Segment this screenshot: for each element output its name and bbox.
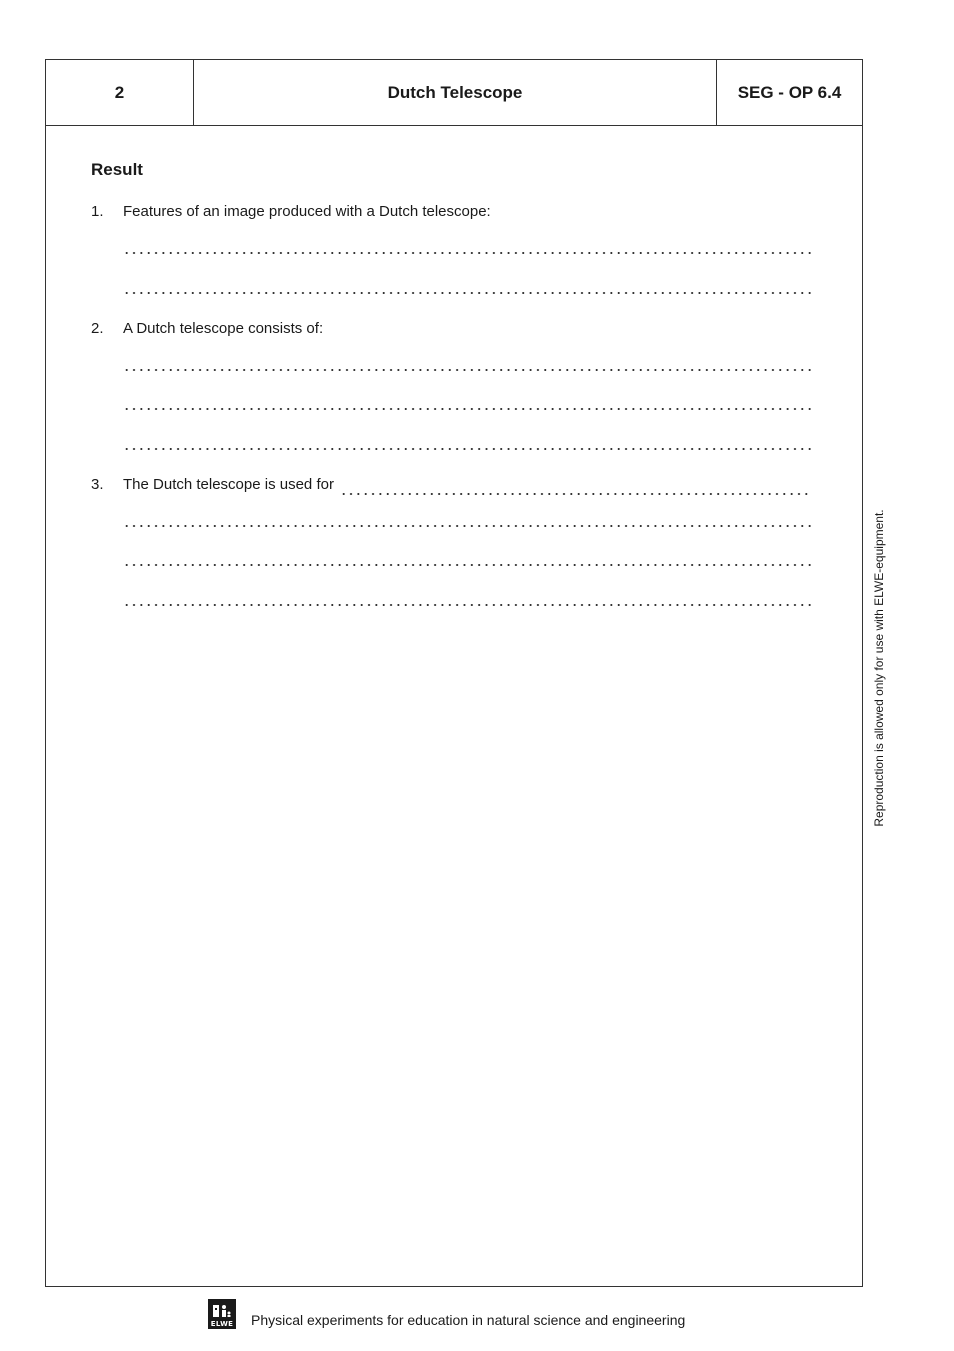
answer-line[interactable]	[123, 524, 811, 528]
logo-label: ELWE	[210, 1320, 234, 1328]
footer-text: Physical experiments for education in natural science and engineering	[251, 1312, 686, 1328]
experiment-figure-icon	[212, 1303, 232, 1319]
page-title: Dutch Telescope	[194, 60, 717, 125]
document-code: SEG - OP 6.4	[737, 82, 842, 102]
result-item-2	[91, 320, 811, 342]
elwe-logo-icon	[208, 1299, 236, 1329]
answer-line[interactable]	[123, 251, 811, 255]
item-number: 3.	[91, 476, 104, 493]
result-item-3	[91, 476, 811, 498]
answer-line[interactable]	[123, 368, 811, 372]
footer	[208, 1297, 685, 1329]
header-table	[46, 60, 862, 126]
item-text: A Dutch telescope consists of:	[123, 320, 324, 337]
item-number: 2.	[91, 320, 104, 337]
answer-line[interactable]	[123, 291, 811, 295]
result-item-1	[91, 203, 811, 225]
item-number: 1.	[91, 203, 104, 220]
answer-line[interactable]	[123, 447, 811, 451]
item-text: Features of an image produced with a Dutch telescope:	[123, 203, 491, 220]
page-number: 2	[46, 60, 194, 125]
reproduction-notice: Reproduction is allowed only for use with ELWE-equipment.	[872, 509, 886, 827]
answer-line[interactable]	[123, 603, 811, 607]
answer-line[interactable]	[340, 476, 811, 496]
result-heading: Result	[91, 160, 143, 179]
worksheet-frame	[45, 59, 863, 1287]
answer-line[interactable]	[123, 563, 811, 567]
item-text: The Dutch telescope is used for	[123, 476, 334, 493]
answer-line[interactable]	[123, 407, 811, 411]
